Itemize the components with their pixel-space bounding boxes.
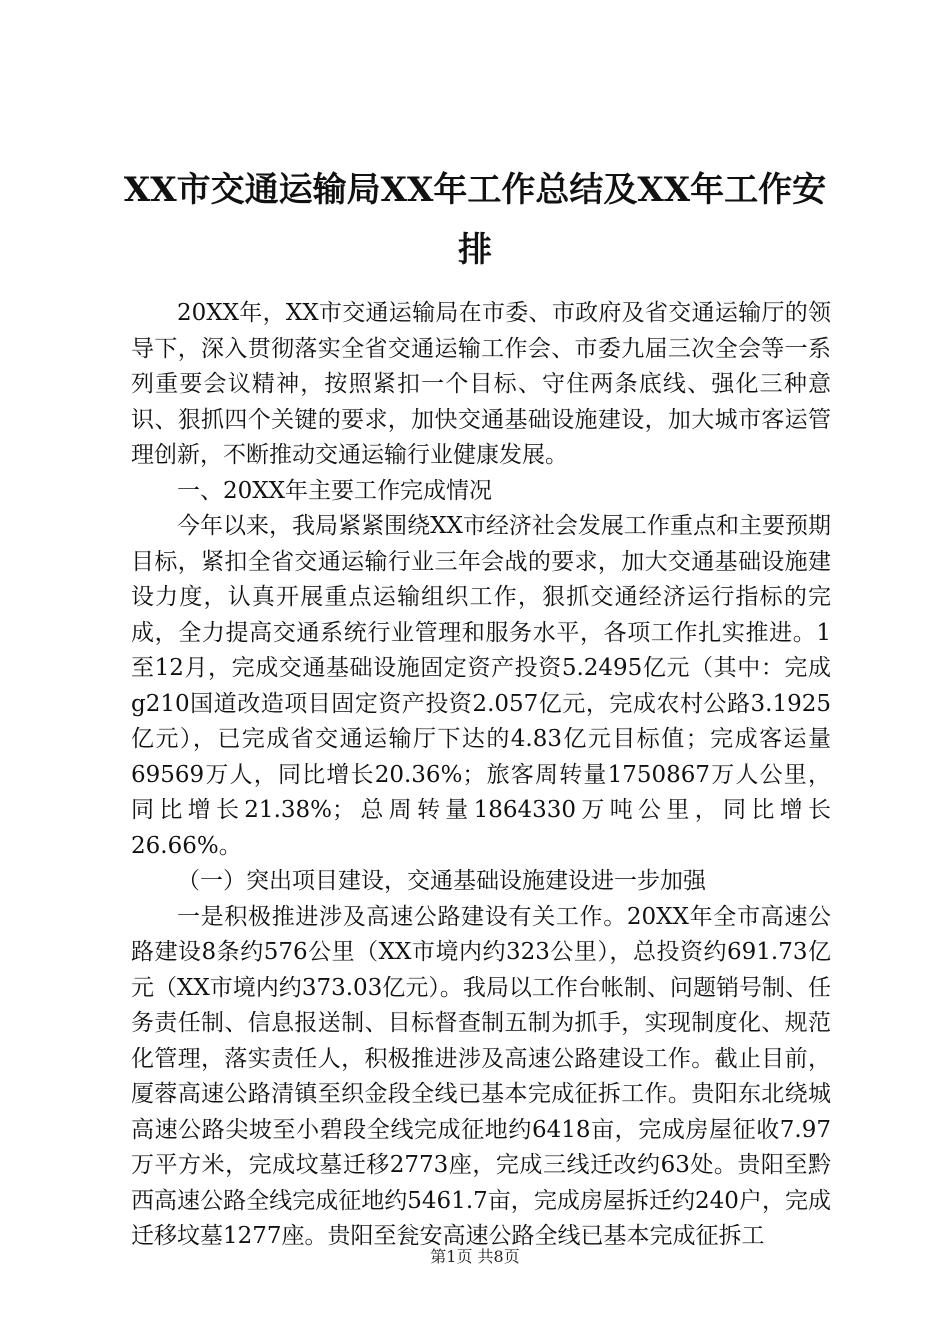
document-title: XX市交通运输局XX年工作总结及XX年工作安排 [123,170,827,270]
section-heading-1: 一、20XX年主要工作完成情况 [177,477,493,504]
page-number: 第1页 共8页 [430,1247,520,1266]
paragraph-intro: 20XX年，XX市交通运输局在市委、市政府及省交通运输厅的领导下，深入贯彻落实全省交通运输工作会、市委九届三次全会等一系列重要会议精神，按照紧扣一个目标、守住两条底线、强化三种意识、狠抓四个关键的要求，加快交通基础设施建设，加大城市客运管理创新，不断推动交通运输行业健康发展。 [131,300,831,468]
document-body [131,296,831,1255]
subsection-heading-1: （一）突出项目建设，交通基础设施建设进一步加强 [177,868,706,894]
paragraph-highway: 一是积极推进涉及高速公路建设有关工作。20XX年全市高速公路建设8条约576公里（XX市境内约323公里），总投资约691.73亿元（XX市境内约373.03亿元）。我局以工作台帐制、问题销号制、任务责任制、信息报送制、目标督查制五制为抓手，实现制度化、规范化管理，落实责任人，积极推进涉及高速公路建设工作。截止目前，厦蓉高速公路清镇至织金段全线已基本完成征拆工作。贵阳东北绕城高速公路尖坡至小碧段全线完成征地约6418亩，完成房屋征收7.97万平方米，完成坟墓迁移2773座，完成三线迁改约63处。贵阳至黔西高速公路全线完成征地约5461.7亩，完成房屋拆迁约240户，完成迁移坟墓1277座。贵阳至瓮安高速公路全线已基本完成征拆工 [131,903,831,1249]
paragraph-overview: 今年以来，我局紧紧围绕XX市经济社会发展工作重点和主要预期目标，紧扣全省交通运输行业三年会战的要求，加大交通基础设施建设力度，认真开展重点运输组织工作，狠抓交通经济运行指标的完成，全力提高交通系统行业管理和服务水平，各项工作扎实推进。1至12月，完成交通基础设施固定资产投资5.2495亿元（其中：完成g210国道改造项目固定资产投资2.057亿元，完成农村公路3.1925亿元），已完成省交通运输厅下达的4.83亿元目标值；完成客运量69569万人，同比增长20.36%；旅客周转量1750867万人公里，同比增长21.38%；总周转量1864330万吨公里，同比增长26.66%。 [131,513,831,859]
